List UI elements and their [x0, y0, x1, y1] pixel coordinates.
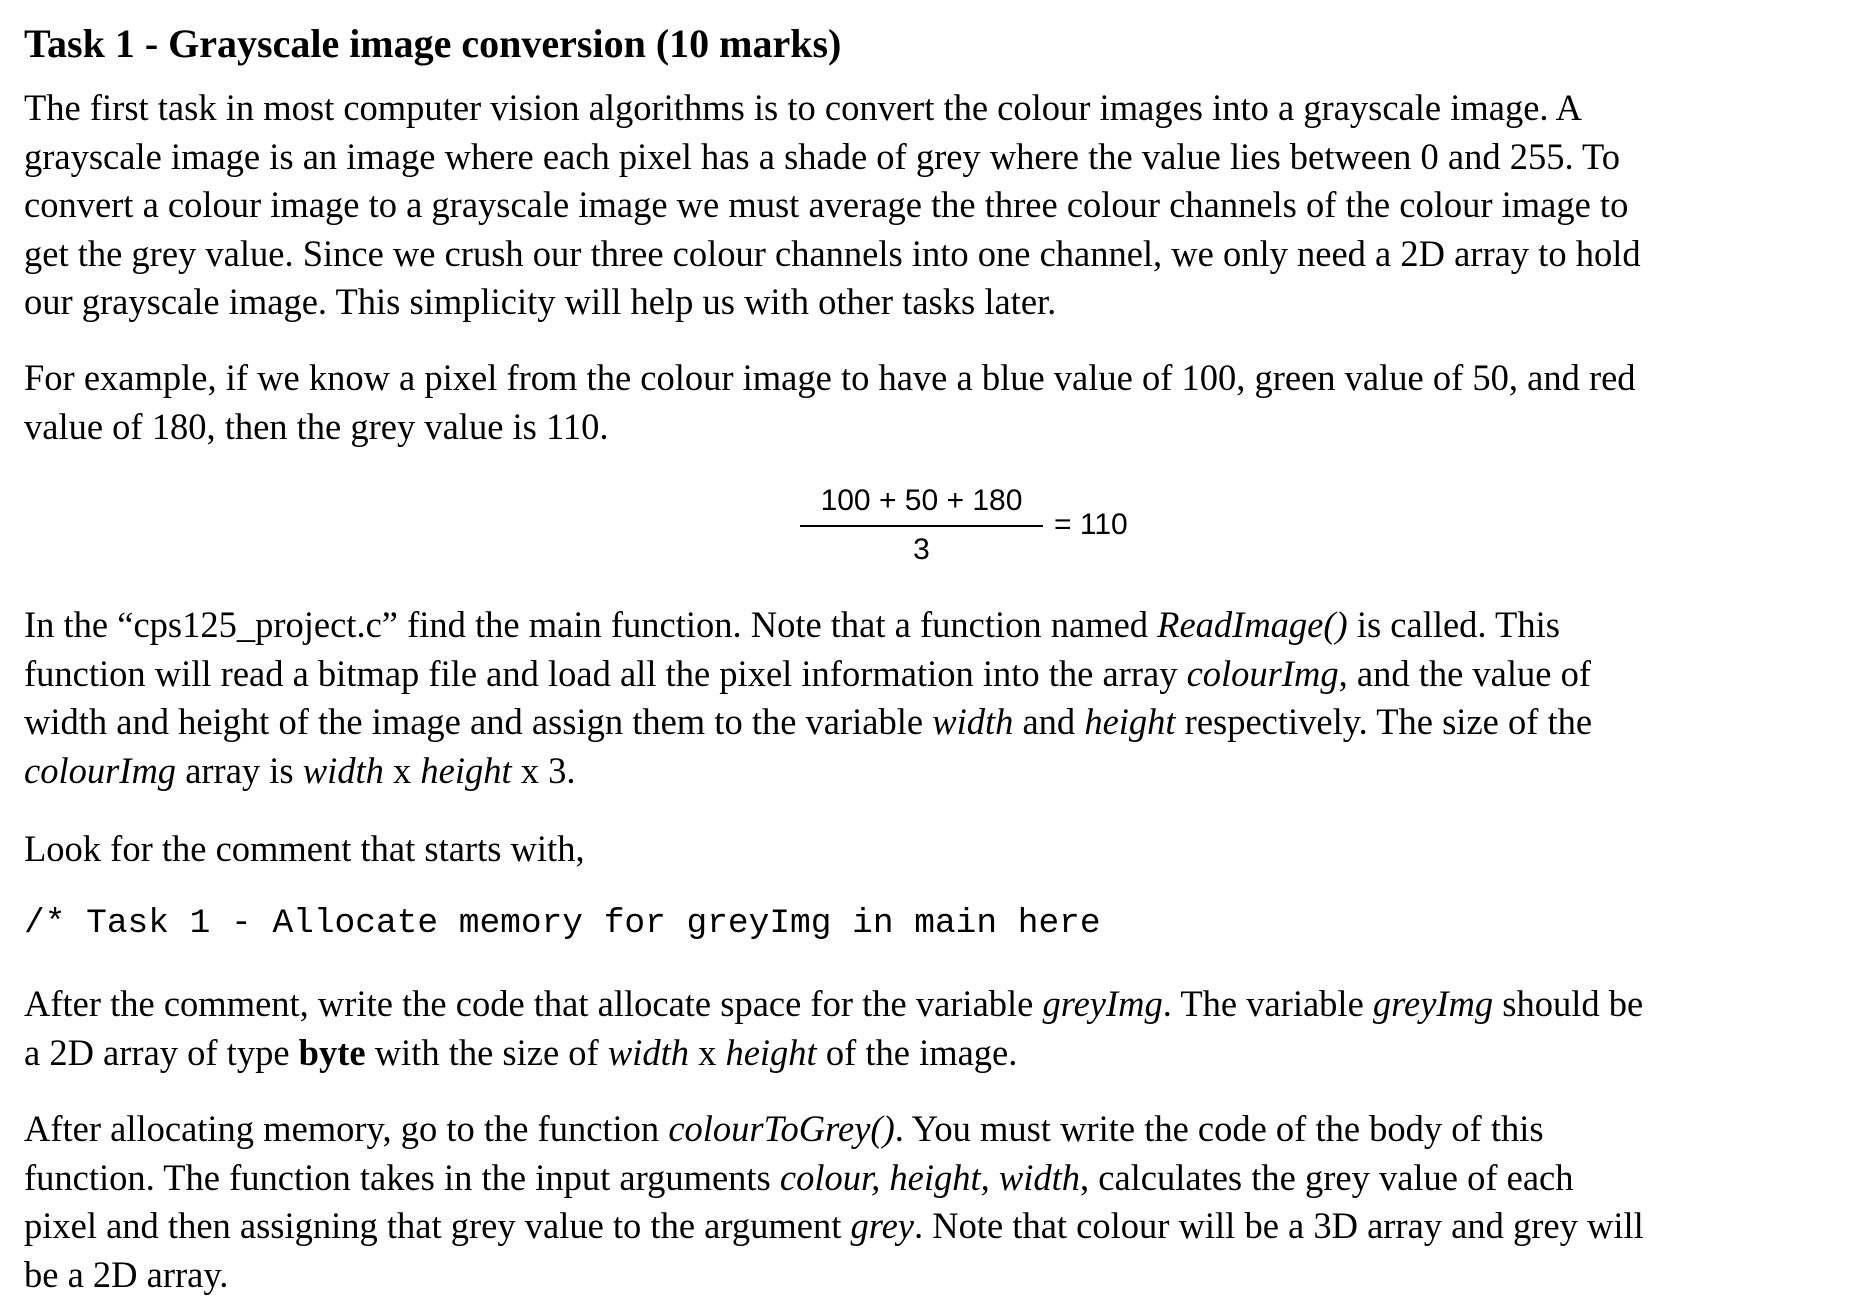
text-line: grayscale image is an image where each pixel has a shade of grey where the value lies between 0 and 255. To — [24, 135, 1621, 177]
example-paragraph — [24, 354, 1636, 451]
formula-result: = 110 — [1054, 508, 1128, 541]
text-line — [24, 1029, 1643, 1078]
variable-greyimg: greyImg — [1372, 983, 1494, 1024]
text-run: x — [383, 749, 421, 791]
allocate-paragraph — [24, 980, 1643, 1077]
text-line: convert a colour image to a grayscale image we must average the three colour channels of the colour image to — [24, 184, 1629, 225]
variable-colourimg: colourImg — [24, 749, 177, 791]
variable-width: width — [932, 701, 1014, 742]
text-run: should be — [1493, 983, 1644, 1024]
formula-numerator: 100 + 50 + 180 — [820, 484, 1023, 517]
text-run: In the “cps125_project.c” find the main function. Note that a function named — [24, 604, 1158, 645]
text-line: Look for the comment that starts with, — [24, 828, 585, 869]
text-run: a 2D array of type — [24, 1031, 299, 1073]
text-line — [24, 980, 1643, 1029]
text-run: , and the value of — [1338, 652, 1592, 694]
text-run: width and height of the image and assign them to the variable — [24, 701, 933, 742]
colour-to-grey-paragraph — [24, 1105, 1644, 1299]
text-line: our grayscale image. This simplicity will help us with other tasks later. — [24, 281, 1057, 322]
function-name-colourtogrey: colourToGrey() — [668, 1108, 895, 1149]
variable-width: width — [302, 749, 384, 791]
text-line: For example, if we know a pixel from the colour image to have a blue value of 100, green value of 50, and red — [24, 357, 1636, 398]
text-run: is called. This — [1347, 604, 1560, 645]
type-byte: byte — [298, 1031, 366, 1073]
text-line — [24, 698, 1592, 747]
variable-height: height — [1084, 701, 1176, 742]
text-line: value of 180, then the grey value is 110. — [24, 405, 609, 447]
text-line: The first task in most computer vision algorithms is to convert the colour images into a grayscale image. A — [24, 87, 1583, 128]
text-run: pixel and then assigning that grey value to the argument — [24, 1205, 851, 1246]
main-function-paragraph — [24, 601, 1592, 795]
task-title: Task 1 - Grayscale image conversion (10 marks) — [24, 21, 842, 66]
text-run: , calculates the grey value of each — [1080, 1156, 1574, 1198]
text-run: respectively. The size of the — [1175, 701, 1593, 742]
function-name-readimage: ReadImage() — [1157, 604, 1348, 645]
text-line — [24, 1202, 1644, 1251]
text-line: be a 2D array. — [24, 1253, 229, 1295]
text-run: . The variable — [1162, 983, 1373, 1024]
text-run: of the image. — [816, 1031, 1018, 1073]
comment-lookup-paragraph — [24, 825, 585, 874]
argument-grey: grey — [850, 1205, 914, 1246]
text-run: with the size of — [365, 1031, 608, 1073]
variable-height: height — [725, 1031, 817, 1073]
formula-denominator: 3 — [913, 533, 930, 566]
text-run: After allocating memory, go to the function — [24, 1108, 669, 1149]
variable-width: width — [607, 1031, 689, 1073]
text-run: x — [688, 1031, 726, 1073]
text-run: function will read a bitmap file and load all the pixel information into the array — [24, 652, 1187, 694]
text-run: . Note that colour will be a 3D array and grey will — [913, 1205, 1644, 1246]
text-run: . You must write the code of the body of this — [894, 1108, 1544, 1149]
text-line — [24, 747, 1592, 796]
text-run: x 3. — [511, 749, 576, 791]
variable-colourimg: colourImg — [1186, 652, 1339, 694]
variable-greyimg: greyImg — [1042, 983, 1163, 1024]
text-line — [24, 601, 1592, 650]
text-line — [24, 1105, 1644, 1154]
variable-height: height — [420, 749, 512, 791]
intro-paragraph — [24, 84, 1641, 327]
text-run: After the comment, write the code that allocate space for the variable — [24, 983, 1043, 1024]
text-run: array is — [176, 749, 303, 791]
text-run: and — [1013, 701, 1085, 742]
text-line — [24, 1154, 1644, 1203]
text-line — [24, 650, 1592, 699]
text-run: function. The function takes in the input arguments — [24, 1156, 780, 1198]
code-comment-snippet: /* Task 1 - Allocate memory for greyImg in main here — [24, 904, 1101, 943]
function-arguments: colour, height, width — [779, 1156, 1080, 1198]
text-line: get the grey value. Since we crush our three colour channels into one channel, we only need a 2D array to hold — [24, 232, 1641, 274]
fraction-bar — [800, 525, 1043, 527]
